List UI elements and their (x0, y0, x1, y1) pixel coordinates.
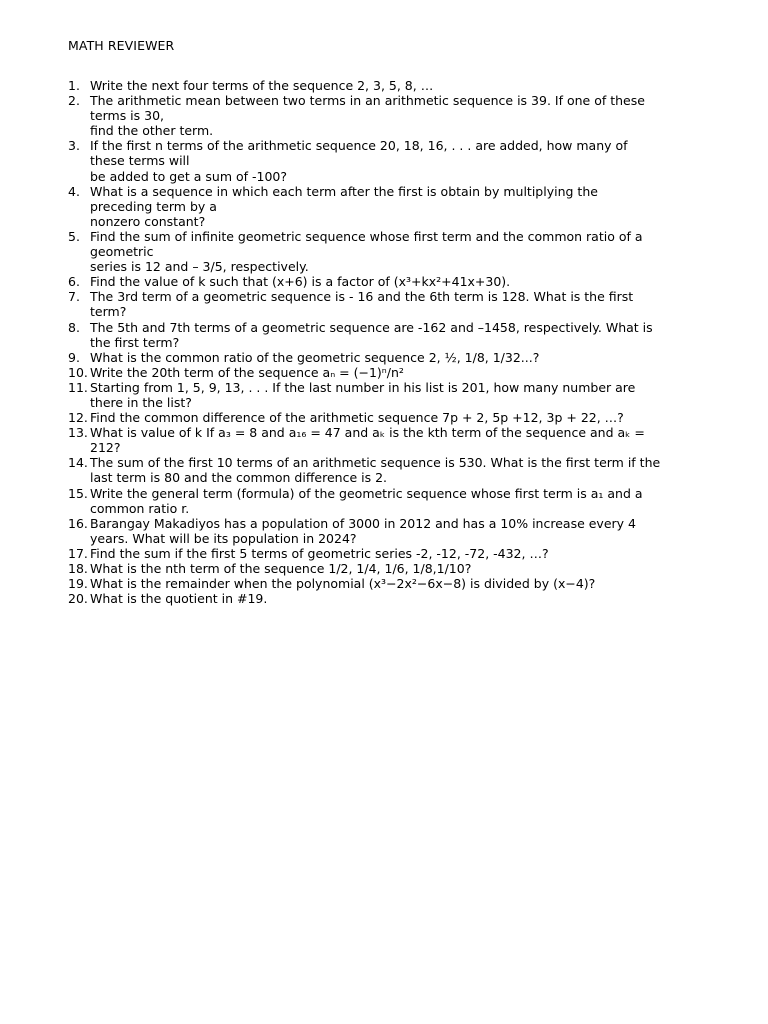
question-text-line: years. What will be its population in 2024? (90, 530, 357, 546)
question-text-line: What is a sequence in which each term after the first is obtain by multiplying the (90, 183, 598, 199)
question-text-line: Starting from 1, 5, 9, 13, . . . If the last number in his list is 201, how many number are (90, 379, 636, 395)
question-text-line: common ratio r. (90, 500, 190, 516)
question-text-line: Find the sum if the first 5 terms of geometric series -2, -12, -72, -432, …? (90, 545, 549, 561)
question-item (68, 320, 728, 350)
question-number: 18. (68, 561, 88, 576)
question-text-line: What is the quotient in #19. (90, 591, 268, 607)
question-number: 16. (68, 515, 88, 531)
question-number: 19. (68, 576, 88, 592)
question-item (68, 591, 728, 606)
question-text-line: Write the 20th term of the sequence aₙ = (−1)ⁿ/n² (90, 364, 404, 380)
question-item (68, 93, 728, 138)
question-text-line: series is 12 and – 3/5, respectively. (90, 259, 309, 275)
question-text-line: find the other term. (90, 123, 214, 139)
question-item (68, 289, 728, 319)
question-number: 12. (68, 410, 88, 426)
question-item (68, 486, 728, 516)
question-text-line: The arithmetic mean between two terms in an arithmetic sequence is 39. If one of these (90, 93, 645, 109)
question-text-line: What is value of k If a₃ = 8 and a₁₆ = 47 and aₖ is the kth term of the sequence and aₖ = (90, 425, 645, 441)
question-text-line: be added to get a sum of -100? (90, 168, 287, 184)
question-text-line: term? (90, 304, 127, 320)
question-number: 20. (68, 591, 88, 607)
question-text-line: Find the common difference of the arithmetic sequence 7p + 2, 5p +12, 3p + 22, …? (90, 410, 624, 426)
question-text-line: nonzero constant? (90, 213, 206, 229)
question-text-line: geometric (90, 244, 154, 260)
question-number: 11. (68, 379, 88, 395)
question-number: 10. (68, 364, 88, 380)
question-number: 7. (68, 289, 80, 305)
question-number: 14. (68, 455, 88, 471)
question-item (68, 184, 728, 229)
question-text-line: these terms will (90, 153, 190, 169)
question-item (68, 561, 728, 576)
question-item (68, 229, 728, 274)
question-item (68, 365, 728, 380)
question-text-line: The 3rd term of a geometric sequence is - 16 and the 6th term is 128. What is the first (90, 289, 634, 305)
question-item (68, 410, 728, 425)
question-text-line: Write the general term (formula) of the geometric sequence whose first term is a₁ and a (90, 485, 643, 501)
question-text-line: Find the sum of infinite geometric sequence whose first term and the common ratio of a (90, 228, 643, 244)
question-text-line: The 5th and 7th terms of a geometric sequence are -162 and –1458, respectively. What is (90, 319, 653, 335)
question-item (68, 78, 728, 93)
question-text-line: terms is 30, (90, 108, 165, 124)
question-number: 2. (68, 93, 80, 109)
question-text-line: What is the remainder when the polynomial (x³−2x²−6x−8) is divided by (x−4)? (90, 576, 596, 592)
question-text-line: the first term? (90, 334, 180, 350)
question-list (68, 78, 728, 606)
question-item (68, 425, 728, 455)
question-item (68, 138, 728, 183)
question-number: 6. (68, 274, 80, 290)
question-number: 9. (68, 349, 80, 365)
question-number: 8. (68, 319, 80, 335)
question-text-line: last term is 80 and the common difference is 2. (90, 470, 388, 486)
question-text-line: If the first n terms of the arithmetic sequence 20, 18, 16, . . . are added, how many of (90, 138, 628, 154)
question-item (68, 350, 728, 365)
question-text-line: What is the nth term of the sequence 1/2, 1/4, 1/6, 1/8,1/10? (90, 561, 472, 576)
question-text-line: Write the next four terms of the sequence 2, 3, 5, 8, … (90, 78, 434, 93)
question-item (68, 274, 728, 289)
question-number: 13. (68, 425, 88, 441)
question-number: 5. (68, 228, 80, 244)
question-text-line: The sum of the first 10 terms of an arithmetic sequence is 530. What is the first term if the (90, 455, 661, 471)
question-number: 1. (68, 78, 80, 93)
question-text-line: 212? (90, 440, 121, 456)
question-item (68, 576, 728, 591)
question-text-line: there in the list? (90, 394, 192, 410)
question-number: 17. (68, 545, 88, 561)
question-text-line: Find the value of k such that (x+6) is a factor of (x³+kx²+41x+30). (90, 274, 511, 290)
question-number: 15. (68, 485, 88, 501)
question-text-line: preceding term by a (90, 198, 217, 214)
document-title: MATH REVIEWER (68, 38, 175, 53)
question-text-line: What is the common ratio of the geometric sequence 2, ½, 1/8, 1/32...? (90, 349, 540, 365)
question-item (68, 516, 728, 546)
question-item (68, 380, 728, 410)
question-text-line: Barangay Makadiyos has a population of 3000 in 2012 and has a 10% increase every 4 (90, 515, 636, 531)
question-item (68, 546, 728, 561)
question-number: 4. (68, 183, 80, 199)
question-number: 3. (68, 138, 80, 154)
question-item (68, 455, 728, 485)
